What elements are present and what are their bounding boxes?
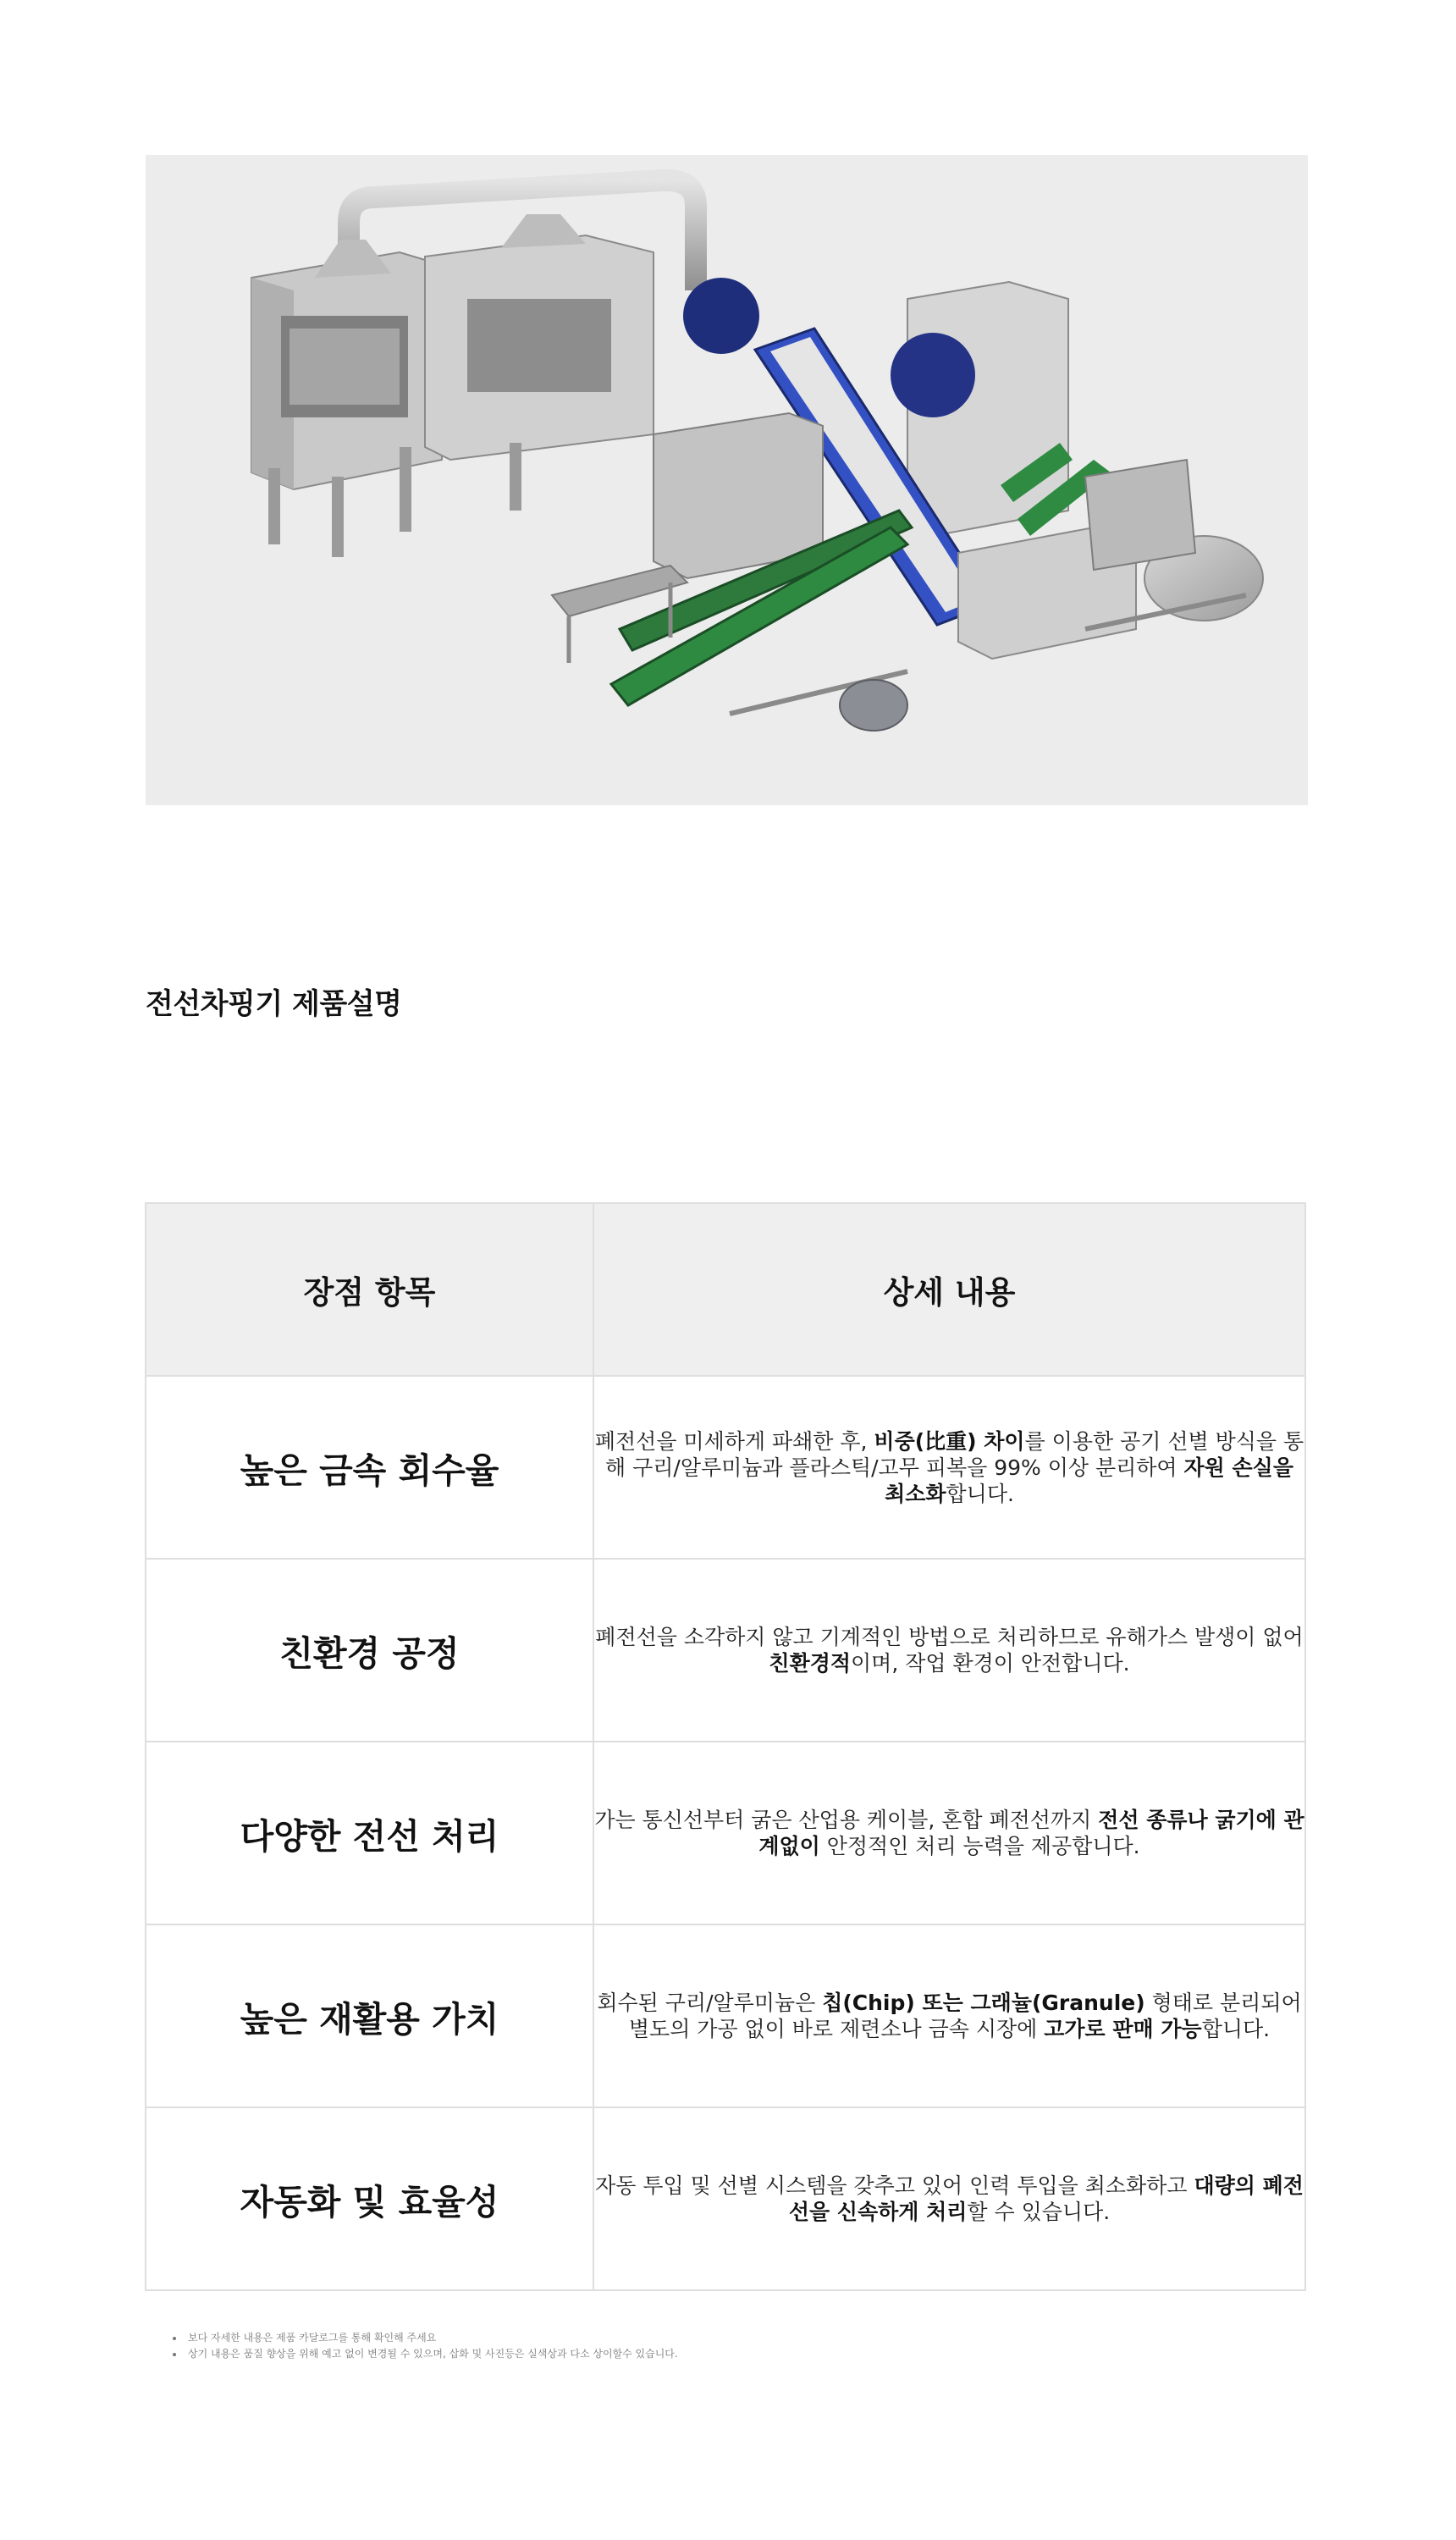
product-image: [146, 155, 1308, 805]
footnote-item: • 상기 내용은 품질 향상을 위해 예고 없이 변경될 수 있으며, 삽화 및 사진등은 실색상과 다소 상이할수 있습니다.: [185, 2346, 678, 2362]
emphasis-text: 칩(Chip) 또는 그래뉼(Granule): [822, 1991, 1145, 2015]
advantage-description: [593, 1376, 1305, 1559]
description-text: 형태로 분리되어 별도의 가공 없이 바로 제련소나 금속 시장에: [628, 1991, 1302, 2041]
advantage-description: [593, 2107, 1305, 2290]
footnotes: [169, 2330, 678, 2362]
emphasis-text: 전선 종류나 굵기에 관계없이: [758, 1808, 1304, 1858]
advantage-item: 높은 재활용 가치: [146, 1924, 593, 2107]
advantage-item: 높은 금속 회수율: [146, 1376, 593, 1559]
description-text: 폐전선을 미세하게 파쇄한 후,: [594, 1428, 874, 1454]
column-header-item: 장점 항목: [146, 1203, 593, 1376]
emphasis-text: 고가로 판매 가능: [1044, 2017, 1202, 2041]
description-text: 가는 통신선부터 굵은 산업용 케이블, 혼합 폐전선까지: [594, 1808, 1099, 1832]
footnote-item: • 보다 자세한 내용은 제품 카달로그를 통해 확인해 주세요: [185, 2330, 678, 2346]
emphasis-text: 비중(比重) 차이: [874, 1428, 1025, 1454]
description-text: 할 수 있습니다.: [967, 2200, 1111, 2224]
description-text: 이며, 작업 환경이 안전합니다.: [851, 1651, 1130, 1676]
table-row: [146, 1742, 1305, 1924]
description-text: 폐전선을 소각하지 않고 기계적인 방법으로 처리하므로 유해가스 발생이 없어: [595, 1625, 1304, 1649]
description-text: 회수된 구리/알루미늄은: [597, 1991, 823, 2015]
emphasis-text: 친환경적: [769, 1651, 852, 1676]
advantage-item: 다양한 전선 처리: [146, 1742, 593, 1924]
description-text: 합니다.: [1201, 2017, 1271, 2041]
column-header-detail: 상세 내용: [593, 1203, 1305, 1376]
description-text: 를 이용한 공기 선별 방식을 통해 구리/알루미늄과 플라스틱/고무 피복을 99% 이상 분리하여: [605, 1428, 1304, 1480]
description-text: 안정적인 처리 능력을 제공합니다.: [819, 1834, 1140, 1858]
table-row: [146, 1376, 1305, 1559]
wire-chopping-machine-illustration: [146, 155, 1308, 805]
table-row: [146, 2107, 1305, 2290]
table-row: [146, 1559, 1305, 1742]
emphasis-text: 대량의 폐전선을 신속하게 처리: [788, 2173, 1304, 2224]
description-text: 합니다.: [946, 1481, 1014, 1506]
description-text: 자동 투입 및 선별 시스템을 갖추고 있어 인력 투입을 최소화하고: [595, 2173, 1194, 2198]
advantage-description: [593, 1559, 1305, 1742]
table-row: [146, 1924, 1305, 2107]
table-header-row: [146, 1203, 1305, 1376]
advantage-item: 친환경 공정: [146, 1559, 593, 1742]
emphasis-text: 자원 손실을 최소화: [885, 1455, 1293, 1506]
advantage-description: [593, 1924, 1305, 2107]
page-title: 전선차핑기 제품설명: [146, 987, 402, 1021]
advantage-item: 자동화 및 효율성: [146, 2107, 593, 2290]
advantages-table: [145, 1202, 1306, 2291]
advantage-description: [593, 1742, 1305, 1924]
